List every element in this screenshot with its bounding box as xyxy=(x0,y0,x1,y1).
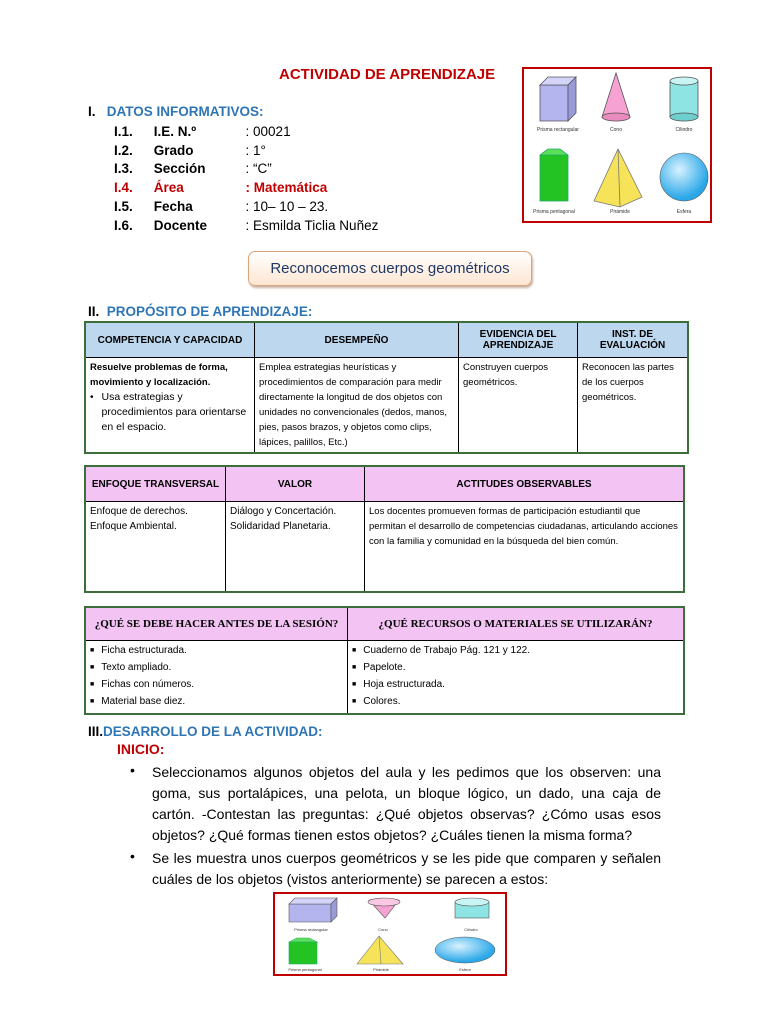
section-heading-datos xyxy=(88,104,264,119)
info-value: : Esmilda Ticlia Nuñez xyxy=(245,218,379,233)
table-header: VALOR xyxy=(226,466,365,502)
section-label: DATOS INFORMATIVOS: xyxy=(106,104,264,119)
section-heading-desarrollo xyxy=(88,724,323,739)
info-row-ie xyxy=(114,124,291,139)
table-header: ¿QUÉ RECURSOS O MATERIALES SE UTILIZARÁN? xyxy=(348,607,685,641)
bullet-icon: • xyxy=(130,848,135,864)
table-row xyxy=(85,358,688,454)
info-value: : 1° xyxy=(245,143,266,158)
info-key: I.5. xyxy=(114,199,133,214)
actitudes-cell: Los docentes promueven formas de participación estudiantil que permitan el desarrollo de competencias ciudadanas, articulando acciones con la familia y comunidad en la búsqueda del bien común. xyxy=(365,502,685,593)
shape-label: Prisma rectangular xyxy=(294,927,328,932)
table-row xyxy=(85,502,684,593)
shape-label: Esfera xyxy=(459,967,471,972)
section-heading-proposito xyxy=(88,304,312,319)
list-item xyxy=(352,694,679,711)
table-header: ENFOQUE TRANSVERSAL xyxy=(85,466,226,502)
geometric-shapes-image xyxy=(522,67,712,223)
competencia-cell xyxy=(85,358,255,454)
desempeno-cell: Emplea estrategias heurísticas y procedimientos de comparación para medir directamente la longitud de dos objetos con unidades no convencionales (dedos, manos, pies, pasos brazos, y objetos como clips, lápices, palillos, Etc.) xyxy=(255,358,459,454)
square-bullet-icon: ■ xyxy=(352,664,357,671)
info-value: : 10– 10 – 23. xyxy=(245,199,329,214)
list-item xyxy=(352,660,679,677)
info-label: Sección xyxy=(153,161,206,176)
competencia-item xyxy=(90,390,250,435)
bullet-icon: • xyxy=(130,762,135,778)
info-row-docente xyxy=(114,218,378,233)
section-number: III. xyxy=(88,724,104,739)
shape-label: Cilindro xyxy=(464,927,478,932)
table-header: ACTITUDES OBSERVABLES xyxy=(365,466,685,502)
list-item-text: Cuaderno de Trabajo Pág. 121 y 122. xyxy=(363,645,531,656)
shape-label: Pirámide xyxy=(610,209,630,215)
info-label: Grado xyxy=(153,143,194,158)
geometric-shapes-illustration-small xyxy=(275,894,505,974)
shape-label: Esfera xyxy=(676,209,692,215)
info-label: Fecha xyxy=(153,199,193,214)
table-header: EVIDENCIA DEL APRENDIZAJE xyxy=(459,322,578,358)
square-bullet-icon: ■ xyxy=(90,698,95,705)
antes-cell xyxy=(85,641,348,715)
square-bullet-icon: ■ xyxy=(352,647,357,654)
list-item xyxy=(352,677,679,694)
info-row-fecha xyxy=(114,199,328,214)
info-value: : Matemática xyxy=(245,180,328,195)
info-row-grado xyxy=(114,143,266,158)
shape-label: Prisma rectangular xyxy=(537,127,579,133)
table-header: ¿QUÉ SE DEBE HACER ANTES DE LA SESIÓN? xyxy=(85,607,348,641)
shape-label: Prisma pentagonal xyxy=(533,209,575,215)
inicio-heading: INICIO: xyxy=(117,741,165,757)
recursos-cell xyxy=(348,641,685,715)
paragraph-inicio-2: Se les muestra unos cuerpos geométricos y se les pide que comparen y señalen cuáles de los objetos (vistos anteriormente) se parecen a estos: xyxy=(152,850,661,887)
square-bullet-icon: ■ xyxy=(90,681,95,688)
info-value: : “C” xyxy=(245,161,272,176)
info-key: I.4. xyxy=(114,180,133,195)
enfoque-item: Enfoque Ambiental. xyxy=(90,521,177,532)
list-item xyxy=(352,643,679,660)
square-bullet-icon: ■ xyxy=(352,698,357,705)
enfoque-cell xyxy=(85,502,226,593)
square-bullet-icon: ■ xyxy=(352,681,357,688)
info-key: I.6. xyxy=(114,218,133,233)
geometric-shapes-image-small xyxy=(273,892,507,976)
list-item xyxy=(90,643,343,660)
section-label: DESARROLLO DE LA ACTIVIDAD: xyxy=(103,724,323,739)
evidencia-cell: Construyen cuerpos geométricos. xyxy=(459,358,578,454)
enfoque-table xyxy=(84,465,685,593)
list-item-text: Hoja estructurada. xyxy=(363,679,445,690)
info-row-area xyxy=(114,180,327,195)
table-header: INST. DE EVALUACIÓN xyxy=(578,322,689,358)
table-row xyxy=(85,641,684,715)
list-item-text: Ficha estructurada. xyxy=(101,645,187,656)
info-value: : 00021 xyxy=(245,124,291,139)
square-bullet-icon: ■ xyxy=(90,664,95,671)
info-key: I.3. xyxy=(114,161,133,176)
list-item xyxy=(90,660,343,677)
valor-item: Diálogo y Concertación. xyxy=(230,506,337,517)
shape-label: Cono xyxy=(610,127,622,133)
valor-item: Solidaridad Planetaria. xyxy=(230,521,331,532)
square-bullet-icon: ■ xyxy=(90,647,95,654)
list-item-text: Colores. xyxy=(363,696,401,707)
paragraph-inicio-1: Seleccionamos algunos objetos del aula y les pedimos que los observen: una goma, sus portalápices, una pelota, un bloque lógico, un dado, una caja de cartón. -Contestan las preguntas: ¿Qué objetos observas? ¿Cómo usas esos objetos? ¿Qué formas tienen estos objetos? ¿Cuáles tienen la misma forma? xyxy=(152,764,661,843)
list-item xyxy=(90,677,343,694)
list-item-text: Material base diez. xyxy=(101,696,186,707)
info-key: I.2. xyxy=(114,143,133,158)
info-key: I.1. xyxy=(114,124,133,139)
topic-banner: Reconocemos cuerpos geométricos xyxy=(248,251,532,286)
table-header: DESEMPEÑO xyxy=(255,322,459,358)
section-label: PROPÓSITO DE APRENDIZAJE: xyxy=(106,304,313,319)
bullet-icon: • xyxy=(90,392,94,403)
competencia-item-text: Usa estrategias y procedimientos para orientarse en el espacio. xyxy=(101,391,247,433)
competencia-title: Resuelve problemas de forma, movimiento y localización. xyxy=(90,362,228,388)
shape-label: Cono xyxy=(378,927,388,932)
enfoque-item: Enfoque de derechos. xyxy=(90,506,188,517)
valor-cell xyxy=(226,502,365,593)
info-label: I.E. N.º xyxy=(153,124,197,139)
section-number: II. xyxy=(88,304,100,319)
list-item-text: Texto ampliado. xyxy=(101,662,172,673)
table-header: COMPETENCIA Y CAPACIDAD xyxy=(85,322,255,358)
list-item xyxy=(90,694,343,711)
info-label: Docente xyxy=(153,218,208,233)
shape-label: Cilindro xyxy=(675,127,693,133)
geometric-shapes-illustration xyxy=(524,69,710,221)
purpose-table xyxy=(84,321,689,454)
shape-label: Pirámide xyxy=(373,967,389,972)
info-label: Área xyxy=(153,180,184,195)
section-number: I. xyxy=(88,104,96,119)
preparation-table xyxy=(84,606,685,715)
page-title: ACTIVIDAD DE APRENDIZAJE xyxy=(279,66,496,83)
list-item-text: Papelote. xyxy=(363,662,406,673)
shape-label: Prisma pentagonal xyxy=(288,967,322,972)
instrumento-cell: Reconocen las partes de los cuerpos geométricos. xyxy=(578,358,689,454)
info-row-seccion xyxy=(114,161,272,176)
list-item-text: Fichas con números. xyxy=(101,679,195,690)
